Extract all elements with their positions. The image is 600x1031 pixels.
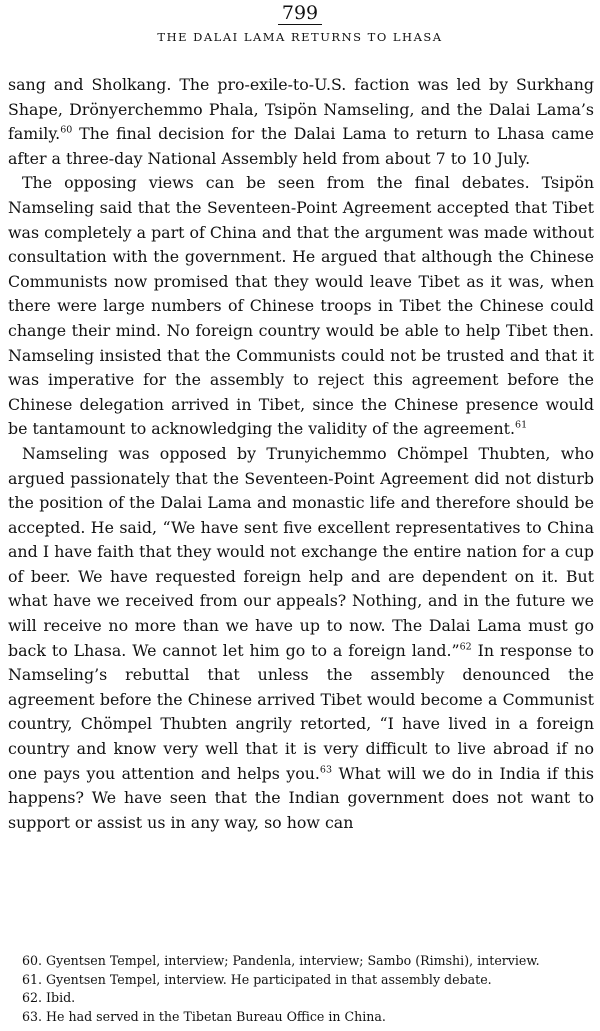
footnote-61: 61. Gyentsen Tempel, interview. He participated in that assembly debate. bbox=[22, 971, 492, 987]
paragraph-3 bbox=[8, 442, 594, 836]
footnote-63: 63. He had served in the Tibetan Bureau Office in China. bbox=[22, 1008, 386, 1024]
footnote-ref-62: 62 bbox=[459, 641, 472, 653]
paragraph-3-text-c: What will we do in India if this happens? We have seen that the Indian government does not want to support or assist us in any way, so how can bbox=[8, 763, 594, 832]
body-text bbox=[8, 73, 594, 835]
paragraph-1-text-b: The final decision for the Dalai Lama to return to Lhasa came after a three-day National Assembly held from about 7 to 10 July. bbox=[8, 124, 594, 168]
paragraph-1 bbox=[8, 73, 594, 171]
footnote-ref-63: 63 bbox=[319, 764, 333, 776]
footnote-ref-61: 61 bbox=[515, 420, 528, 432]
paragraph-2 bbox=[8, 171, 594, 442]
footnote-60: 60. Gyentsen Tempel, interview; Pandenla, interview; Sambo (Rimshi), interview. bbox=[22, 953, 540, 968]
running-head: THE DALAI LAMA RETURNS TO LHASA bbox=[157, 30, 443, 44]
page-number: 799 bbox=[278, 2, 322, 25]
paragraph-2-text-a: The opposing views can be seen from the final debates. Tsipön Namseling said that the Seventeen-Point Agreement accepted that Tibet was completely a part of China and that the argument was made without consultation with the government. He argued that although the Chinese Communists now promised that they would leave Tibet as it was, when there were large numbers of Chinese troops in Tibet the Chinese could change their mind. No foreign country would be able to help Tibet then. Namseling insisted that the Communists could not be trusted and that it was imperative for the assembly to reject this agreement before the Chinese delegation arrived in Tibet, since the Chinese presence would be tantamount to acknowledging the validity of the agreement. bbox=[8, 173, 594, 439]
footnote-62: 62. Ibid. bbox=[22, 990, 76, 1005]
footnotes bbox=[22, 952, 592, 1026]
footnote-ref-60: 60 bbox=[60, 124, 73, 136]
paragraph-1-text-a: sang and Sholkang. The pro-exile-to-U.S. faction was led by Surkhang Shape, Drönyerchemmo Phala, Tsipön Namseling, and the Dalai Lama’s family. bbox=[8, 75, 594, 144]
paragraph-3-text-a: Namseling was opposed by Trunyichemmo Chömpel Thubten, who argued passionately that the Seventeen-Point Agreement did not disturb the position of the Dalai Lama and monastic life and therefore should be accepted. He said, “We have sent five excellent representatives to China and I have faith that they would not exchange the entire nation for a cup of beer. We have requested foreign help and are dependent on it. But what have we received from our appeals? Nothing, and in the future we will receive no more than we have up to now. The Dalai Lama must go back to Lhasa. We cannot let him go to a foreign land.” bbox=[8, 443, 594, 660]
page-header bbox=[0, 2, 600, 44]
paragraph-3-text-b: In response to Namseling’s rebuttal that unless the assembly denounced the agreement before the Chinese arrived Tibet would become a Communist country, Chömpel Thubten angrily retorted, “I have lived in a foreign country and know very well that it is very difficult to live abroad if no one pays you attention and helps you. bbox=[8, 640, 594, 783]
